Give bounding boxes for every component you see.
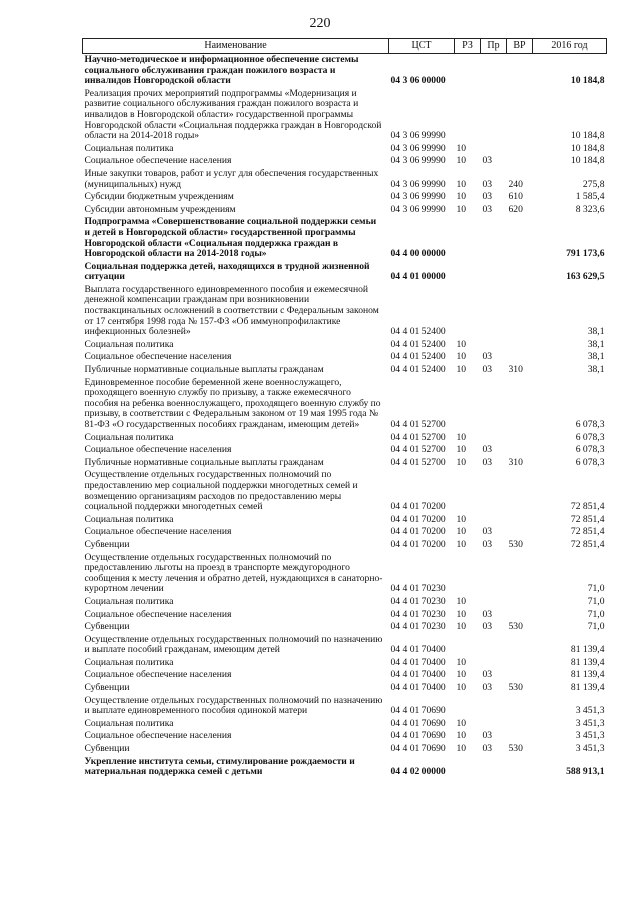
cell-pr: 03 [482,538,493,550]
cell-pr: 03 [482,621,493,633]
cell-pr: 03 [482,730,493,742]
cell-cst: 04 4 01 52400 [390,351,446,363]
header-vr: ВР [507,39,533,54]
cell-name: Субвенции [84,621,130,633]
cell-value: 163 629,5 [566,271,605,283]
cell-pr: 03 [482,203,493,215]
cell-pr [481,596,507,609]
cell-pr [481,339,507,352]
cell-name: Укрепление института семьи, стимулирование рождаемости и материальная поддержка семей с детьми [84,755,355,778]
cell-value: 81 139,4 [570,682,605,694]
cell-name: Научно-методическое и информационное обеспечение системы социального обслуживания граждан пожилого возраста и инвалидов Новгородской области [84,54,359,87]
cell-vr [507,143,533,156]
cell-rz: 10 [456,444,467,456]
cell-cst: 04 4 01 70690 [390,705,446,717]
cell-cst: 04 4 01 70230 [390,595,446,607]
table-row [83,718,607,731]
cell-pr: 03 [482,191,493,203]
cell-vr: 530 [508,682,523,694]
cell-pr: 03 [482,155,493,167]
cell-vr [507,54,533,88]
cell-value: 71,0 [587,583,605,595]
cell-name: Социальная политика [84,142,174,154]
cell-vr [507,756,533,779]
cell-rz: 10 [456,621,467,633]
cell-name: Реализация прочих мероприятий подпрограммы «Модернизация и развитие социального обслуживания граждан пожилого возраста и инвалидов в Новгородской области» государственной программы Новгородской области «Социальная поддержка граждан в Новгородской области на 2014-2018 годы» [84,87,382,142]
cell-cst: 04 4 01 70400 [390,682,446,694]
cell-rz [455,88,481,143]
cell-value: 6 078,3 [575,419,605,430]
table-row [83,695,607,718]
cell-vr: 530 [508,621,523,633]
cell-name: Социальное обеспечение населения [84,351,232,363]
cell-rz [455,377,481,432]
cell-vr [507,88,533,143]
cell-rz: 10 [456,155,467,167]
table-body [83,54,607,779]
cell-cst: 04 4 01 70200 [390,513,446,525]
cell-cst: 04 4 01 52700 [390,419,446,430]
table-row [83,168,607,191]
table-row [83,444,607,457]
cell-value: 3 451,3 [575,717,605,729]
table-row [83,609,607,622]
cell-pr [481,657,507,670]
cell-value: 1 585,4 [575,191,605,203]
cell-cst: 04 4 01 70200 [390,538,446,550]
cell-value: 72 851,4 [570,526,605,538]
cell-cst: 04 3 06 00000 [390,75,446,87]
table-row [83,621,607,634]
cell-name: Социальное обеспечение населения [84,608,232,620]
cell-rz: 10 [456,682,467,694]
cell-pr: 03 [482,178,493,190]
cell-value: 588 913,1 [566,766,605,778]
cell-vr: 530 [508,538,523,550]
cell-rz: 10 [456,456,467,468]
cell-vr [507,432,533,445]
cell-vr [507,634,533,657]
table-row [83,284,607,339]
cell-vr [507,261,533,284]
cell-vr [507,339,533,352]
table-row [83,143,607,156]
cell-pr [481,88,507,143]
cell-pr [481,143,507,156]
cell-vr [507,284,533,339]
cell-rz: 10 [456,717,467,729]
cell-cst: 04 4 01 70230 [390,583,446,595]
cell-vr [507,609,533,622]
table-header-row [83,39,607,54]
cell-rz: 10 [456,338,467,350]
header-cst: ЦСТ [389,39,455,54]
budget-table [82,38,607,779]
cell-cst: 04 4 01 70690 [390,743,446,755]
cell-name: Единовременное пособие беременной жене военнослужащего, проходящего военную службу по призыву, а также ежемесячного пособия на ребенка военнослужащего, проходящего военную службу по призыву, в соответствии с Федеральным законом от 19 мая 1995 года № 81-ФЗ «О государственных пособиях гражданам, имеющим детей» [84,376,381,430]
table-row [83,54,607,88]
table-row [83,204,607,217]
cell-vr [507,526,533,539]
table-row [83,756,607,779]
cell-rz: 10 [456,595,467,607]
cell-rz: 10 [456,364,467,376]
cell-pr [481,54,507,88]
table-row [83,657,607,670]
table-row [83,469,607,513]
cell-vr [507,155,533,168]
cell-cst: 04 4 01 52700 [390,431,446,443]
cell-cst: 04 3 06 99990 [390,130,446,142]
cell-name: Социальная политика [84,656,174,668]
cell-value: 81 139,4 [570,669,605,681]
cell-rz [455,695,481,718]
cell-pr [481,261,507,284]
cell-cst: 04 3 06 99990 [390,203,446,215]
cell-name: Социальная политика [84,717,174,729]
cell-value: 71,0 [587,608,605,620]
cell-rz [455,54,481,88]
cell-vr [507,514,533,527]
cell-name: Публичные нормативные социальные выплаты гражданам [84,364,324,376]
cell-vr [507,730,533,743]
cell-value: 72 851,4 [570,501,605,513]
cell-cst: 04 4 01 70230 [390,608,446,620]
table-row [83,191,607,204]
cell-pr: 03 [482,608,493,620]
cell-name: Социальная политика [84,431,174,443]
cell-rz: 10 [456,730,467,742]
cell-rz: 10 [456,178,467,190]
cell-cst: 04 4 01 52700 [390,444,446,456]
cell-cst: 04 4 01 70400 [390,644,446,656]
cell-pr: 03 [482,351,493,363]
cell-rz: 10 [456,538,467,550]
cell-pr [481,377,507,432]
cell-name: Осуществление отдельных государственных полномочий по предоставлению мер социальной поддержки многодетных семей и возмещению организациям расходов по предоставлению меры социальной поддержки многодетных семей [84,469,358,513]
cell-pr [481,756,507,779]
cell-pr: 03 [482,444,493,456]
cell-pr [481,695,507,718]
cell-pr [481,469,507,513]
cell-vr: 310 [508,364,523,376]
table-row [83,596,607,609]
table-row [83,514,607,527]
cell-value: 71,0 [587,595,605,607]
cell-name: Субвенции [84,682,130,694]
cell-name: Выплата государственного единовременного пособия и ежемесячной денежной компенсации гражданам при возникновении поствакцинальных осложнений в соответствии с Федеральным законом от 17 сентября 1998 года № 157-ФЗ «Об иммунопрофилактике инфекционных болезней» [84,283,379,338]
header-year: 2016 год [533,39,607,54]
table-row [83,526,607,539]
cell-vr [507,718,533,731]
cell-cst: 04 4 01 70230 [390,621,446,633]
table-row [83,377,607,432]
cell-cst: 04 4 01 52700 [390,456,446,468]
cell-value: 3 451,3 [575,705,605,717]
cell-pr: 03 [482,456,493,468]
cell-name: Социальное обеспечение населения [84,730,232,742]
cell-value: 10 184,8 [570,142,605,154]
table-row [83,552,607,596]
cell-rz [455,284,481,339]
cell-vr: 610 [508,191,523,203]
cell-cst: 04 3 06 99990 [390,142,446,154]
cell-value: 38,1 [587,326,605,338]
cell-cst: 04 4 01 52400 [390,338,446,350]
cell-pr [481,552,507,596]
cell-cst: 04 4 01 00000 [390,271,446,283]
cell-vr: 310 [508,456,523,468]
cell-name: Субсидии автономным учреждениям [84,203,236,215]
table-row [83,88,607,143]
cell-cst: 04 4 01 70400 [390,669,446,681]
table-row [83,432,607,445]
cell-cst: 04 3 06 99990 [390,155,446,167]
table-row [83,261,607,284]
cell-vr: 240 [508,178,523,190]
cell-cst: 04 4 02 00000 [390,766,446,778]
cell-rz [455,634,481,657]
cell-value: 6 078,3 [575,456,605,468]
cell-cst: 04 4 01 70200 [390,526,446,538]
cell-vr [507,469,533,513]
cell-rz: 10 [456,513,467,525]
cell-pr: 03 [482,364,493,376]
cell-value: 791 173,6 [566,248,605,260]
cell-name: Социальное обеспечение населения [84,444,232,456]
cell-name: Социальное обеспечение населения [84,669,232,681]
cell-name: Социальное обеспечение населения [84,155,232,167]
cell-value: 3 451,3 [575,730,605,742]
cell-pr [481,514,507,527]
cell-name: Социальная политика [84,338,174,350]
cell-pr [481,634,507,657]
table-row [83,730,607,743]
cell-rz: 10 [456,656,467,668]
cell-pr [481,718,507,731]
cell-name: Осуществление отдельных государственных полномочий по назначению и выплате пособий гражданам, имеющим детей [84,633,383,656]
cell-rz: 10 [456,203,467,215]
cell-name: Субвенции [84,743,130,755]
cell-value: 8 323,6 [575,203,605,215]
table-row [83,669,607,682]
cell-vr: 530 [508,743,523,755]
cell-value: 10 184,8 [570,75,605,87]
table-row [83,682,607,695]
cell-rz [455,261,481,284]
cell-name: Субвенции [84,538,130,550]
cell-vr [507,444,533,457]
page-number: 220 [309,16,331,31]
cell-rz: 10 [456,608,467,620]
cell-rz [455,756,481,779]
cell-name: Социальная политика [84,595,174,607]
cell-rz: 10 [456,351,467,363]
cell-vr [507,351,533,364]
cell-pr: 03 [482,526,493,538]
cell-rz: 10 [456,431,467,443]
cell-cst: 04 4 01 70200 [390,501,446,513]
cell-cst: 04 4 00 00000 [390,248,446,260]
table-row [83,339,607,352]
cell-name: Осуществление отдельных государственных полномочий по назначению и выплате единовременного пособия одинокой матери [84,694,383,717]
table-row [83,539,607,552]
cell-cst: 04 3 06 99990 [390,178,446,190]
cell-vr [507,216,533,260]
cell-name: Иные закупки товаров, работ и услуг для обеспечения государственных (муниципальных) нужд [84,167,379,190]
cell-vr [507,596,533,609]
cell-cst: 04 4 01 70690 [390,730,446,742]
cell-rz: 10 [456,191,467,203]
cell-cst: 04 3 06 99990 [390,191,446,203]
cell-value: 81 139,4 [570,656,605,668]
cell-name: Социальная поддержка детей, находящихся в трудной жизненной ситуации [84,260,370,283]
cell-vr [507,552,533,596]
cell-name: Социальное обеспечение населения [84,526,232,538]
cell-name: Социальная политика [84,513,174,525]
cell-value: 72 851,4 [570,538,605,550]
cell-value: 275,8 [582,178,605,190]
cell-value: 10 184,8 [570,130,605,142]
cell-cst: 04 4 01 70690 [390,717,446,729]
table-row [83,364,607,377]
cell-name: Осуществление отдельных государственных полномочий по предоставлению льготы на проезд в транспорте междугородного сообщения к месту лечения и обратно детей, нуждающихся в санаторно-курортном лечении [84,551,383,595]
table-row [83,216,607,260]
cell-pr: 03 [482,682,493,694]
cell-rz: 10 [456,743,467,755]
cell-rz [455,552,481,596]
cell-vr: 620 [508,203,523,215]
cell-value: 10 184,8 [570,155,605,167]
table-row [83,351,607,364]
cell-name: Субсидии бюджетным учреждениям [84,191,234,203]
header-pr: Пр [481,39,507,54]
cell-value: 6 078,3 [575,444,605,456]
cell-name: Публичные нормативные социальные выплаты гражданам [84,456,324,468]
header-rz: РЗ [455,39,481,54]
cell-vr [507,657,533,670]
cell-value: 6 078,3 [575,431,605,443]
cell-rz: 10 [456,142,467,154]
cell-pr [481,216,507,260]
cell-name: Подпрограмма «Совершенствование социальной поддержки семьи и детей в Новгородской области» государственной программы Новгородской области «Социальная поддержка граждан в Новгородской области на 2014-2018 годы» [84,216,377,260]
cell-value: 38,1 [587,338,605,350]
table-row [83,743,607,756]
cell-value: 71,0 [587,621,605,633]
cell-rz: 10 [456,526,467,538]
cell-value: 38,1 [587,351,605,363]
cell-rz: 10 [456,669,467,681]
cell-value: 3 451,3 [575,743,605,755]
table-row [83,155,607,168]
cell-pr: 03 [482,669,493,681]
cell-vr [507,669,533,682]
cell-value: 81 139,4 [570,644,605,656]
table-row [83,634,607,657]
cell-vr [507,695,533,718]
cell-value: 72 851,4 [570,513,605,525]
table-row [83,457,607,470]
cell-rz [455,216,481,260]
cell-vr [507,377,533,432]
cell-cst: 04 4 01 52400 [390,364,446,376]
cell-cst: 04 4 01 52400 [390,326,446,338]
header-name: Наименование [83,39,389,54]
cell-cst: 04 4 01 70400 [390,656,446,668]
cell-rz [455,469,481,513]
cell-value: 38,1 [587,364,605,376]
cell-pr [481,284,507,339]
cell-pr: 03 [482,743,493,755]
cell-pr [481,432,507,445]
